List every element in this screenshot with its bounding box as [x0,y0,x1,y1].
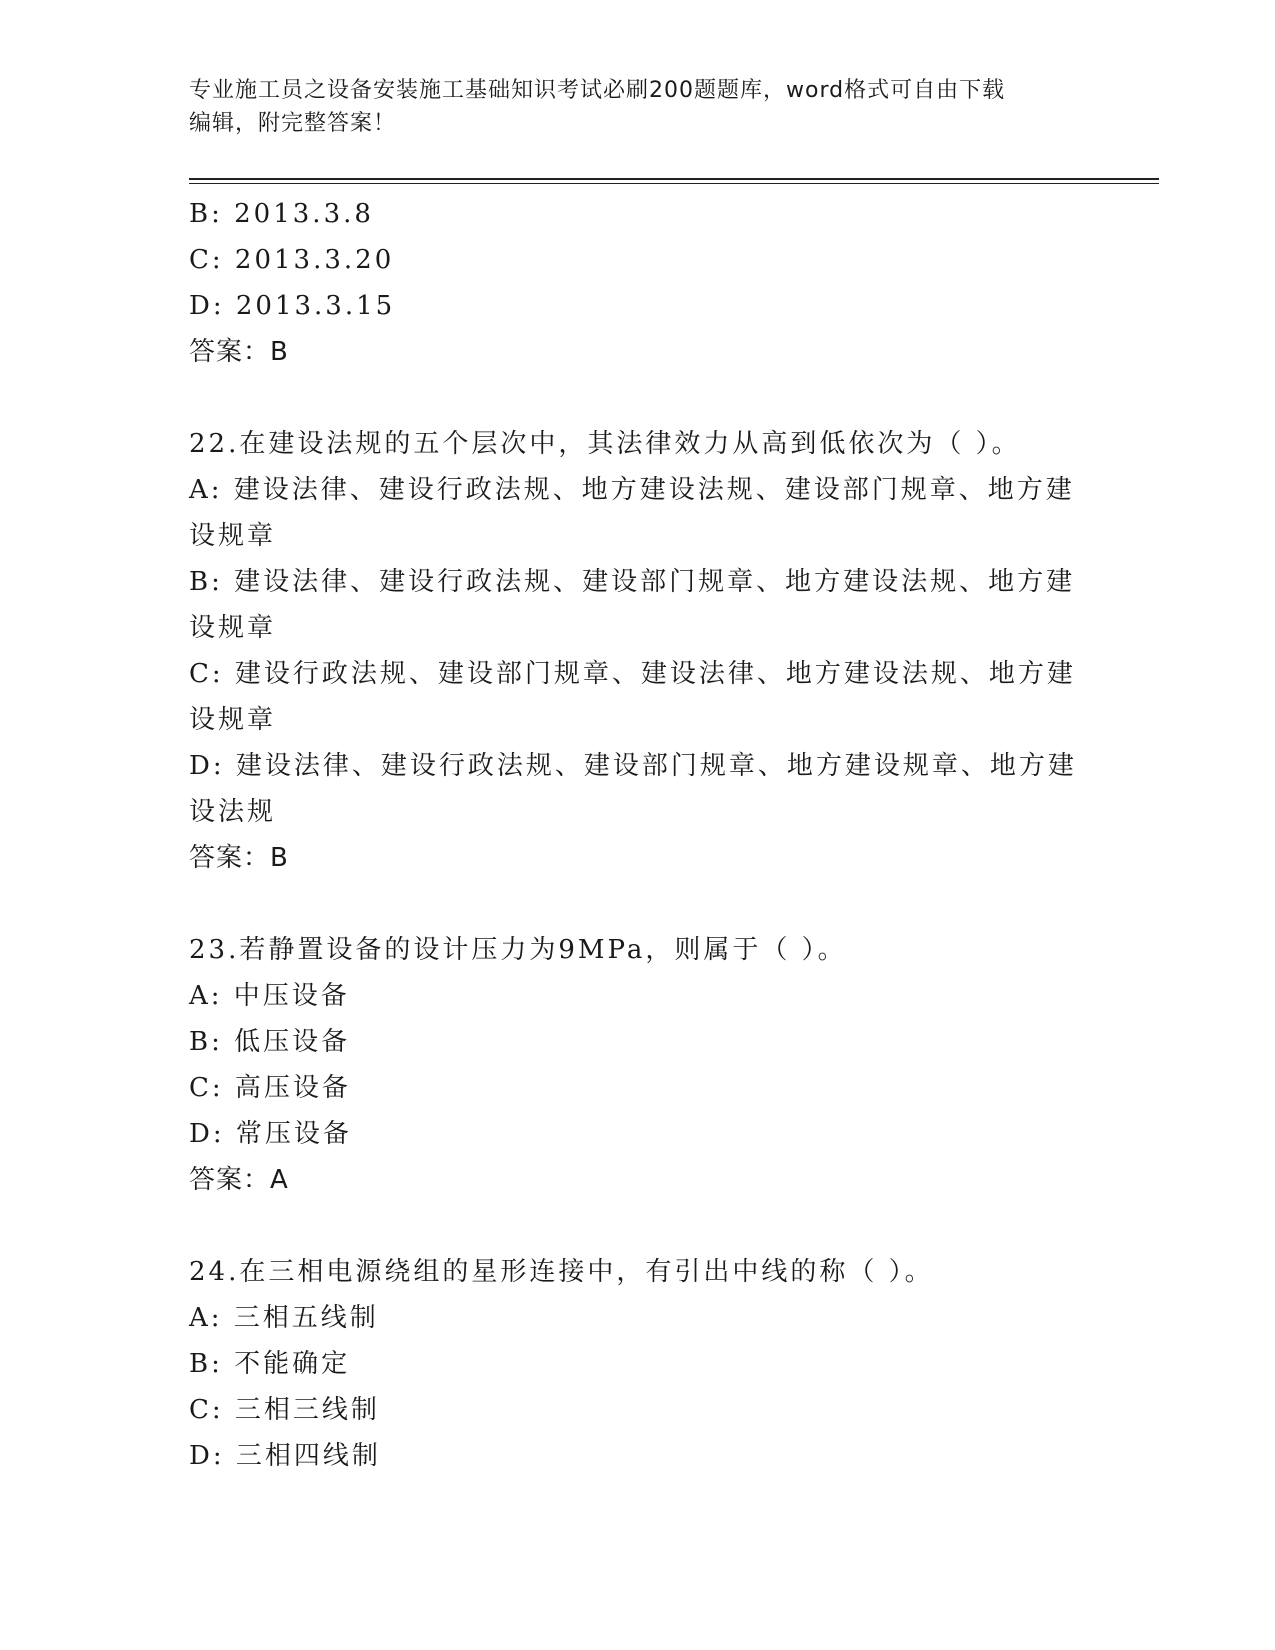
header-title-line-1: 专业施工员之设备安装施工基础知识考试必刷200题题库，word格式可自由下载 [189,78,1006,103]
question-22-block [189,421,1089,881]
q22-option-d-line-2: 设法规 [189,797,277,827]
q22-option-d-line-1: D: 建设法律、建设行政法规、建设部门规章、地方建设规章、地方建 [189,751,1077,781]
q21-option-c: C: 2013.3.20 [189,245,395,275]
q22-answer: 答案：B [189,843,289,873]
question-content [189,191,1089,1479]
document-header [189,74,1069,140]
spacer [189,881,1089,927]
question-23-block [189,927,1089,1203]
spacer [189,375,1089,421]
q22-option-b-line-2: 设规章 [189,613,277,643]
header-divider-thin [189,183,1159,184]
q22-option-c-line-1: C: 建设行政法规、建设部门规章、建设法律、地方建设法规、地方建 [189,659,1076,689]
question-21-block [189,191,1089,375]
q24-option-d: D: 三相四线制 [189,1441,381,1471]
q22-question: 22.在建设法规的五个层次中，其法律效力从高到低依次为（ ）。 [189,429,1021,459]
header-title-line-2: 编辑，附完整答案！ [189,111,397,136]
q24-option-b: B: 不能确定 [189,1349,351,1379]
q21-answer: 答案：B [189,337,289,367]
q23-question: 23.若静置设备的设计压力为9MPa，则属于（ ）。 [189,935,847,965]
q21-option-b: B: 2013.3.8 [189,199,374,229]
q22-option-c-line-2: 设规章 [189,705,277,735]
q23-answer: 答案：A [189,1165,289,1195]
q22-option-b-line-1: B: 建设法律、建设行政法规、建设部门规章、地方建设法规、地方建 [189,567,1076,597]
q22-option-a-line-2: 设规章 [189,521,277,551]
q24-question: 24.在三相电源绕组的星形连接中，有引出中线的称（ ）。 [189,1257,934,1287]
question-24-block [189,1249,1089,1479]
q23-option-d: D: 常压设备 [189,1119,352,1149]
q23-option-b: B: 低压设备 [189,1027,351,1057]
header-divider-thick [189,178,1159,180]
q24-option-a: A: 三相五线制 [189,1303,379,1333]
q22-option-a-line-1: A: 建设法律、建设行政法规、地方建设法规、建设部门规章、地方建 [189,475,1075,505]
q23-option-c: C: 高压设备 [189,1073,351,1103]
spacer [189,1203,1089,1249]
q23-option-a: A: 中压设备 [189,981,350,1011]
q21-option-d: D: 2013.3.15 [189,291,396,321]
q24-option-c: C: 三相三线制 [189,1395,380,1425]
